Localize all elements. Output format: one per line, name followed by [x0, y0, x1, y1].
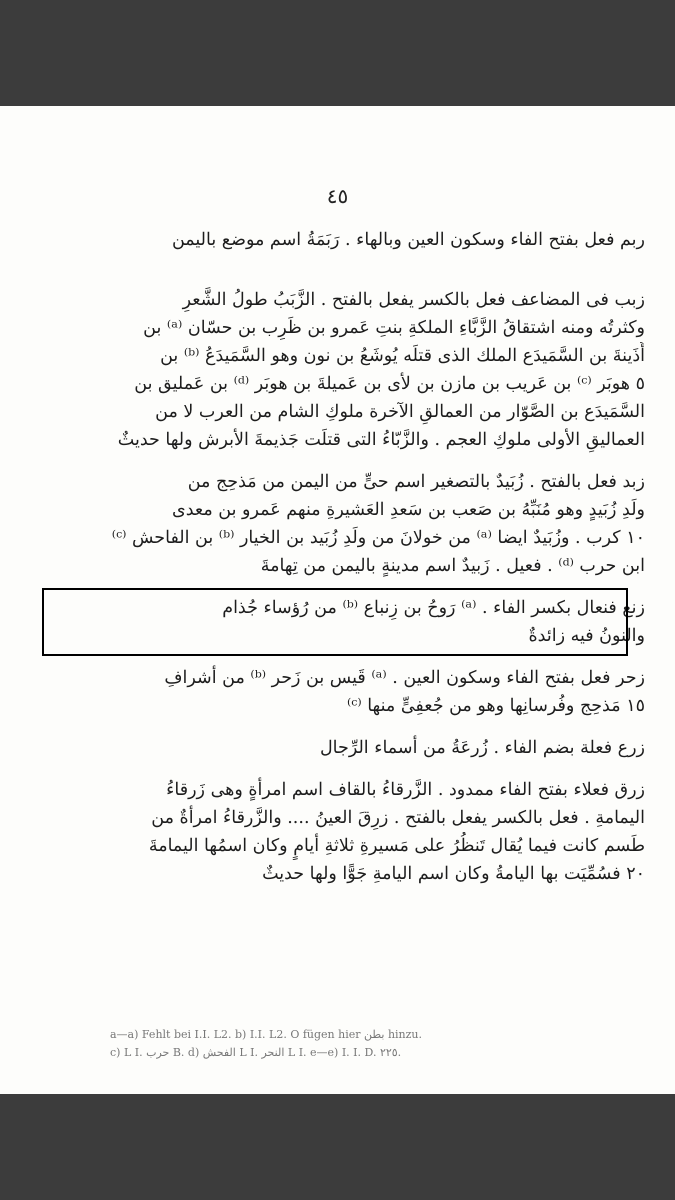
text-line: زبد فعل بالفتح . زُبَيدٌ بالتصغير اسم حىٍّ من اليمن من مَذحِج من	[187, 472, 645, 492]
text-line: اليمامةِ . فعل بالكسر يفعل بالفتح . زرِقَ العينُ .... والزَّرقاءُ امرأةٌ من	[151, 808, 645, 828]
entry-rbm	[30, 226, 645, 254]
top-bar	[0, 0, 675, 106]
text-line: والنونُ فيه زائدةٌ	[528, 626, 645, 646]
text-line: ١٥ مَذحِج وفُرسانِها وهو من جُعفِىٍّ منها ⁽ᶜ⁾	[346, 696, 645, 716]
footnotes	[110, 1026, 610, 1062]
text-line: ربم فعل بفتح الفاء وسكون العين وبالهاء . رَبَمَةُ اسم موضع باليمن	[171, 230, 645, 250]
entry-zr3	[30, 734, 645, 762]
page-number: ٤٥	[326, 184, 349, 208]
text-line: زرع فعلة بضم الفاء . زُرعَةُ من أسماء الرِّجال	[319, 738, 645, 758]
text-line: زرق فعلاء بفتح الفاء ممدود . الزَّرقاءُ بالقاف اسم امرأةٍ وهى زَرقاءُ	[166, 780, 645, 800]
highlighted-line: ١٠ كرب . وزُبَيدٌ ايضا ⁽ᵃ⁾ من خولانَ من ولَدِ زُبَيد بن الخيار ⁽ᵇ⁾ بن الفاحش ⁽ᶜ⁾	[111, 528, 645, 548]
bottom-bar	[0, 1094, 675, 1200]
entry-zbb	[30, 286, 645, 454]
text-line: زبب فى المضاعف فعل بالكسر يفعل بالفتح . الزَّبَبُ طولُ الشَّعرِ	[182, 290, 645, 310]
entry-zbd	[30, 468, 645, 580]
text-line: وكثرتُه ومنه اشتقاقُ الزَّبَّاءِ الملكةِ بنتِ عَمرو بن ظَرِب بن حسّان ⁽ᵃ⁾ بن	[143, 318, 645, 338]
entry-zrq	[30, 776, 645, 888]
scanned-page	[0, 106, 675, 1094]
text-line: طَسم كانت فيما يُقال تَنظُرُ على مَسيرةِ ثلاثةِ أيامٍ وكان اسمُها اليمامةَ	[148, 836, 645, 856]
highlight-rectangle	[42, 588, 628, 656]
text-line: العماليقِ الأولى ملوكِ العجم . والزَّبّاءُ التى قتلَت جَذيمةَ الأبرش ولها حديثٌ	[117, 430, 645, 450]
text-line: السَّمَيدَع بن الصَّوّار من العمالقِ الآخرة ملوكِ الشام من العرب لا من	[155, 402, 645, 422]
entry-zhr	[30, 664, 645, 720]
text-line: ٥ هوبَر ⁽ᶜ⁾ بن عَريب بن مازن بن لأى بن عَميلةَ بن هوبَر ⁽ᵈ⁾ بن عَمليق بن	[134, 374, 645, 394]
text-line: أُذَينةَ بن السَّمَيدَع الملك الذى قتلَه يُوشَعُ بن نون وهو السَّمَيدَعُ ⁽ᵇ⁾ بن	[160, 346, 645, 366]
text-line: زحر فعل بفتح الفاء وسكون العين . ⁽ᵃ⁾ قَيس بن زَحر ⁽ᵇ⁾ من أشرافِ	[164, 668, 645, 688]
highlighted-line: ابن حرب ⁽ᵈ⁾ . فعيل . زَبيدٌ اسم مدينةٍ باليمن من تِهامةَ	[260, 556, 645, 576]
footnote-line: c) L I. حرب B. d) الفحش L I. النحر L I. e—e) I. I. D. ٢٢٥.	[110, 1046, 402, 1059]
footnote-line: a—a) Fehlt bei I.I. L2. b) I.I. L2. O fügen hier بطن hinzu.	[110, 1028, 423, 1041]
text-line: زنع فنعال بكسر الفاء . ⁽ᵃ⁾ رَوحُ بن زِنباع ⁽ᵇ⁾ من رُؤساء جُذام	[222, 598, 645, 618]
text-line: ٢٠ فسُمِّيَت بها اليامةُ وكان اسم اليامةِ جَوًّا ولها حديثٌ	[262, 864, 645, 884]
text-line: ولَدِ زُبَيدٍ وهو مُنَبِّهُ بن صَعب بن سَعدِ العَشيرةِ منهم عَمرو بن معدى	[172, 500, 645, 520]
dictionary-entries	[30, 226, 645, 902]
